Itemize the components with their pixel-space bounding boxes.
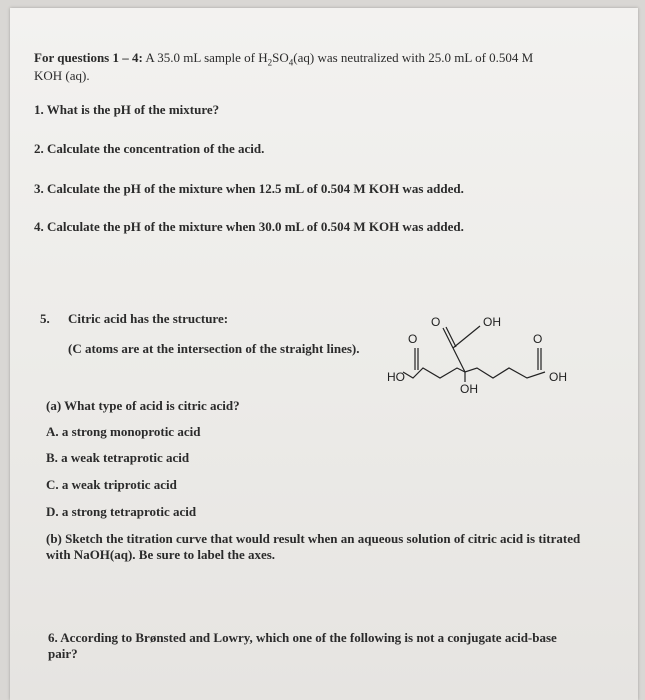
question-6-line1: 6. According to Brønsted and Lowry, which one of the following is not a conjugate acid-base: [48, 630, 557, 645]
worksheet-page: [10, 8, 638, 700]
structure-o-left: O: [408, 332, 418, 346]
structure-oh-top: OH: [483, 315, 501, 329]
question-5-note: (C atoms are at the intersection of the straight lines).: [68, 341, 360, 356]
structure-o-right: O: [533, 332, 543, 346]
intro-so: SO: [272, 50, 289, 65]
intro-text: [34, 50, 533, 84]
structure-bond-oh-top: [453, 326, 480, 348]
question-4: 4. Calculate the pH of the mixture when 30.0 mL of 0.504 M KOH was added.: [34, 219, 464, 234]
question-5b-line1: (b) Sketch the titration curve that would result when an aqueous solution of citric acid is titrated: [46, 531, 581, 546]
question-1: 1. What is the pH of the mixture?: [34, 102, 220, 117]
option-c: C. a weak triprotic acid: [46, 477, 177, 492]
intro-line2: KOH (aq).: [34, 68, 90, 83]
structure-ho-left: HO: [387, 370, 405, 384]
intro-rest-suffix: (aq) was neutralized with 25.0 mL of 0.504 M: [293, 50, 534, 65]
intro-lead: For questions 1 – 4:: [34, 50, 143, 65]
intro-subscript-2: 2: [267, 57, 273, 68]
structure-o-top: O: [431, 315, 441, 329]
option-b: B. a weak tetraprotic acid: [46, 450, 190, 465]
intro-rest-prefix: A 35.0 mL sample of H: [142, 50, 268, 65]
citric-acid-structure: [365, 310, 580, 400]
question-6-line2: pair?: [48, 646, 78, 661]
structure-oh-bottom: OH: [460, 382, 478, 396]
question-5b-line2: with NaOH(aq). Be sure to label the axes.: [46, 547, 276, 562]
structure-oh-right: OH: [549, 370, 567, 384]
question-3: 3. Calculate the pH of the mixture when 12.5 mL of 0.504 M KOH was added.: [34, 181, 464, 196]
question-5a: (a) What type of acid is citric acid?: [46, 398, 240, 413]
question-5-title: Citric acid has the structure:: [68, 311, 229, 326]
question-2: 2. Calculate the concentration of the acid.: [34, 141, 265, 156]
intro-subscript-4: 4: [288, 57, 294, 68]
question-5-number: 5.: [40, 311, 50, 326]
option-d: D. a strong tetraprotic acid: [46, 504, 197, 519]
option-a: A. a strong monoprotic acid: [46, 424, 201, 439]
structure-backbone: [403, 368, 545, 378]
